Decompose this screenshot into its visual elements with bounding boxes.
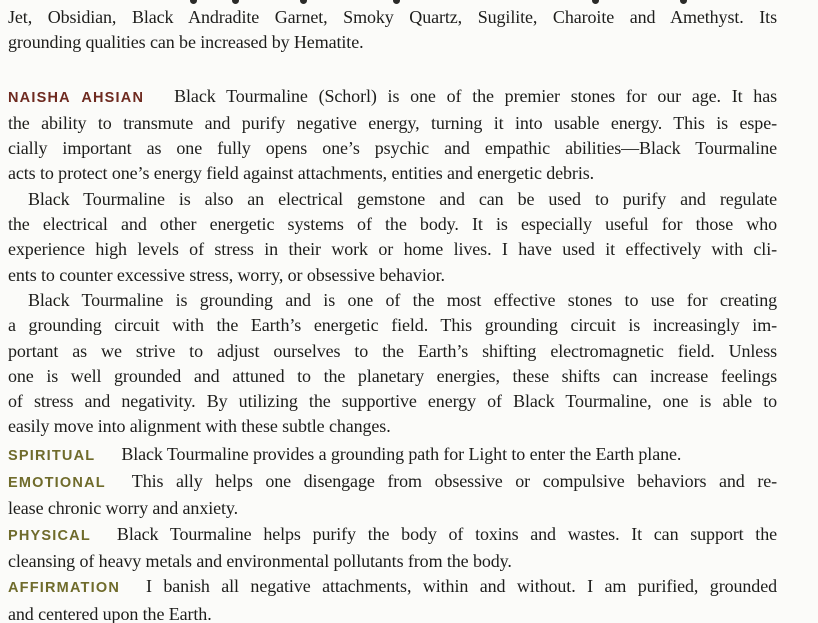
- author-paragraph-3: [8, 288, 777, 440]
- text-line: acts to protect one’s energy field against attachments, entities and energetic debris.: [8, 163, 595, 184]
- text-line: Black Tourmaline is grounding and is one of the most effective stones to use for creating: [28, 289, 777, 310]
- text-line: [8, 522, 777, 549]
- text-run: Black Tourmaline provides a grounding path for Light to enter the Earth plane.: [121, 443, 682, 464]
- text-line: portant as we strive to adjust ourselves to the Earth’s shifting electromagnetic field. Unless: [8, 340, 777, 361]
- attribute-entry-emotional: [8, 469, 777, 522]
- descender-mark: [300, 0, 307, 4]
- text-column: [8, 5, 777, 623]
- author-paragraph-2: [8, 187, 777, 288]
- text-run: Black Tourmaline (Schorl) is one of the premier stones for our age. It has: [174, 85, 778, 106]
- text-line: [8, 442, 777, 469]
- descender-mark: [393, 0, 400, 4]
- text-line: [8, 574, 777, 601]
- text-line: [8, 469, 777, 496]
- continuation-paragraph: [8, 5, 777, 56]
- descender-mark: [232, 0, 239, 4]
- author-name-label: NAISHA AHSIAN: [8, 89, 145, 106]
- text-line: of stress and negativity. By utilizing the supportive energy of Black Tourmaline, one is able to: [8, 391, 777, 412]
- text-line: Black Tourmaline is also an electrical gemstone and can be used to purify and regulate: [28, 188, 777, 209]
- text-line: the electrical and other energetic systems of the body. It is especially useful for those who: [8, 214, 777, 235]
- text-line: easily move into alignment with these subtle changes.: [8, 416, 391, 437]
- author-paragraph-1: [8, 84, 777, 187]
- attribute-entry-spiritual: [8, 442, 777, 469]
- text-line: cleansing of heavy metals and environmental pollutants from the body.: [8, 550, 512, 571]
- text-line: Jet, Obsidian, Black Andradite Garnet, Smoky Quartz, Sugilite, Charoite and Amethyst. Its: [8, 7, 777, 27]
- emotional-label: EMOTIONAL: [8, 475, 106, 492]
- spiritual-label: SPIRITUAL: [8, 447, 96, 464]
- author-section: [8, 84, 777, 440]
- text-run: Black Tourmaline helps purify the body of toxins and wastes. It can support the: [116, 523, 777, 544]
- attributes-section: [8, 442, 777, 623]
- physical-label: PHYSICAL: [8, 527, 91, 544]
- text-run: This ally helps one disengage from obsessive or compulsive behaviors and re-: [131, 471, 777, 492]
- attribute-entry-affirmation: [8, 574, 777, 623]
- descender-mark: [680, 0, 687, 4]
- text-line: and centered upon the Earth.: [8, 603, 212, 623]
- text-line: ents to counter excessive stress, worry, or obsessive behavior.: [8, 264, 445, 285]
- text-line: a grounding circuit with the Earth’s energetic field. This grounding circuit is increasingly im-: [8, 315, 777, 336]
- text-line: [8, 84, 777, 111]
- descender-mark: [592, 0, 599, 4]
- text-line: experience high levels of stress in their work or home lives. I have used it effectively with cli-: [8, 239, 777, 260]
- descender-mark: [190, 0, 197, 4]
- text-line: lease chronic worry and anxiety.: [8, 498, 239, 519]
- text-run: I banish all negative attachments, within and without. I am purified, grounded: [146, 576, 777, 597]
- text-line: cially important as one fully opens one’s psychic and empathic abilities—Black Tourmaline: [8, 138, 777, 159]
- text-line: grounding qualities can be increased by Hematite.: [8, 32, 364, 53]
- affirmation-label: AFFIRMATION: [8, 580, 120, 597]
- text-line: the ability to transmute and purify negative energy, turning it into usable energy. This is espe-: [8, 112, 777, 133]
- text-line: one is well grounded and attuned to the planetary energies, these shifts can increase feelings: [8, 365, 777, 386]
- attribute-entry-physical: [8, 522, 777, 575]
